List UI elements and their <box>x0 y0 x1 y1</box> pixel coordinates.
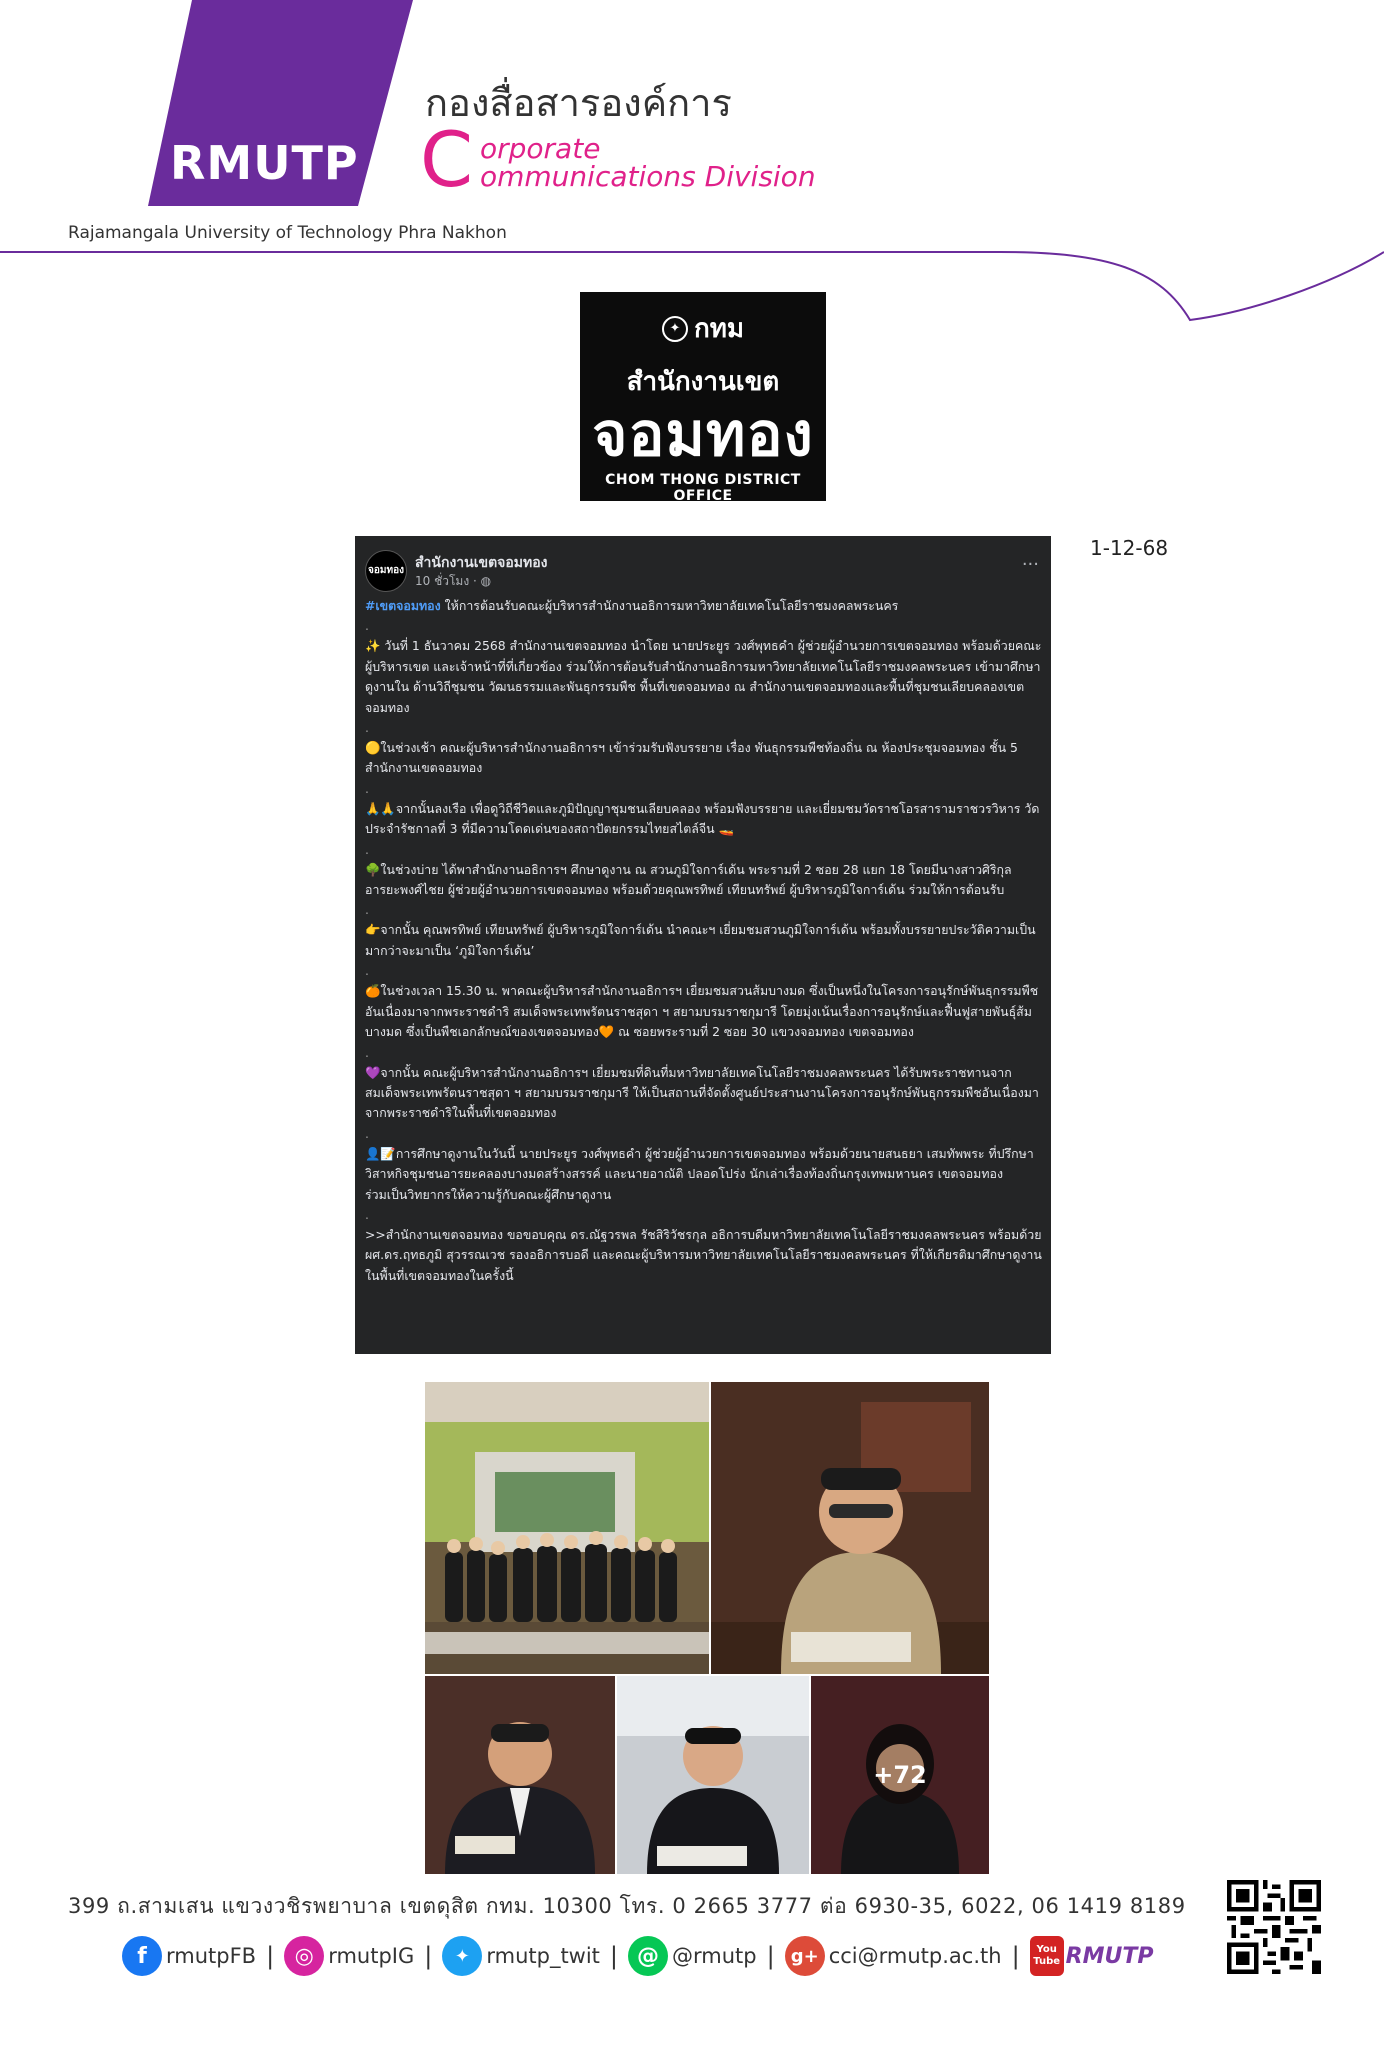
post-time <box>415 572 491 591</box>
post-paragraph: >>สำนักงานเขตจอมทอง ขอขอบคุณ ดร.ณัฐวรพล รัชสิริวัชรกุล อธิการบดีมหาวิทยาลัยเทคโนโลยีราชมงคลพระนคร พร้อมด้วย ผศ.ดร.ฤทธภูมิ สุวรรณเวช รองอธิการบอดี และคณะผู้บริหารมหาวิทยาลัยเทคโนโลยีราชมงคลพระนคร ที่ให้เกียรติมาศึกษาดูงานในพื้นที่เขตจอมทองในครั้งนี้ <box>365 1226 1042 1283</box>
social-facebook[interactable] <box>122 1936 256 1976</box>
post-paragraph: ✨ วันที่ 1 ธันวาคม 2568 สำนักงานเขตจอมทอง นำโดย นายประยูร วงศ์พุทธคำ ผู้ช่วยผู้อำนวยการเขตจอมทอง พร้อมด้วยคณะผู้บริหารเขต และเจ้าหน้าที่ที่เกี่ยวข้อง ร่วมให้การต้อนรับสำนักงานอธิการมหาวิทยาลัยเทคโนโลยีราชมงคลพระนคร เข้ามาศึกษาดูงานใน ด้านวิถีชุมชน วัฒนธรรมและพันธุกรรมพืช พื้นที่เขตจอมทอง ณ สำนักงานเขตจอมทองและพื้นที่ชุมชนเลียบคลองเขตจอมทอง <box>365 638 1042 715</box>
page-name: สำนักงานเขตจอมทอง <box>415 555 548 571</box>
photo-group-meeting-room <box>425 1382 709 1674</box>
spacer-dot: . <box>365 1125 369 1141</box>
spacer-dot: . <box>365 963 369 979</box>
globe-icon: ◍ <box>480 574 492 588</box>
more-options-icon: ··· <box>1021 554 1039 575</box>
ccd-line-2: ommunications Division <box>480 160 816 193</box>
divider: | <box>609 1942 619 1970</box>
post-paragraph: 👉จากนั้น คุณพรทิพย์ เทียนทรัพย์ ผู้บริหารภูมิใจการ์เด้น นำคณะฯ เยี่ยมชมสวนภูมิใจการ์เด้น พร้อมทั้งบรรยายประวัติความเป็นมากว่าจะมาเป็น ‘ภูมิใจการ์เด้น’ <box>365 922 1036 958</box>
social-instagram[interactable] <box>284 1936 414 1976</box>
bma-label: กทม <box>693 314 745 344</box>
footer-address: 399 ถ.สามเสน แขวงวชิรพยาบาล เขตดุสิต กทม. 10300 โทร. 0 2665 3777 ต่อ 6930-35, 6022, 06 1419 8189 <box>68 1894 1186 1918</box>
post-body <box>355 596 1051 1286</box>
district-office-logo <box>580 292 826 504</box>
divider: | <box>766 1942 775 1970</box>
spacer-dot: . <box>365 1044 369 1060</box>
social-email[interactable] <box>785 1936 1002 1976</box>
district-office-label: สำนักงานเขต <box>626 367 780 397</box>
post-paragraph: 🍊ในช่วงเวลา 15.30 น. พาคณะผู้บริหารสำนักงานอธิการฯ เยี่ยมชมสวนส้มบางมด ซึ่งเป็นหนึ่งในโครงการอนุรักษ์พันธุกรรมพืชอันเนื่องมาจากพระราชดำริ สมเด็จพระเทพรัตนราชสุดา ฯ สยามบรมราชกุมารี โดยมุ่งเน้นเรื่องการอนุรักษ์และฟื้นฟูสายพันธุ์ส้มบางมด ซึ่งเป็นพืชเอกลักษณ์ของเขตจอมทอง🧡 ณ ซอยพระรามที่ 2 ซอย 30 แขวงจอมทอง เขตจอมทอง <box>365 983 1039 1040</box>
social-label: cci@rmutp.ac.th <box>828 1944 1002 1968</box>
spacer-dot: . <box>365 618 369 634</box>
post-time-text: 10 ชั่วโมง · <box>415 574 481 588</box>
post-paragraph: 🌳ในช่วงบ่าย ได้พาสำนักงานอธิการฯ ศึกษาดูงาน ณ สวนภูมิใจการ์เด้น พระรามที่ 2 ซอย 28 แยก 18 โดยมีนางสาวศิริกุล อารยะพงศ์ไชย ผู้ช่วยผู้อำนวยการเขตจอมทอง พร้อมด้วยคุณพรทิพย์ เทียนทรัพย์ ผู้บริหารภูมิใจการ์เด้น ร่วมให้การต้อนรับ <box>365 861 1012 898</box>
line-icon: @ <box>628 1936 668 1976</box>
ccd-line-1: orporate <box>480 132 601 165</box>
social-line[interactable] <box>628 1936 757 1976</box>
divider: | <box>424 1942 433 1970</box>
spacer-dot: . <box>365 1206 369 1222</box>
post-paragraph: ร่วมเป็นวิทยากรให้ความรู้กับคณะผู้ศึกษาดูงาน <box>365 1186 612 1202</box>
post-intro <box>365 596 1043 616</box>
instagram-icon: ◎ <box>284 1936 324 1976</box>
post-paragraph: 🟡ในช่วงเช้า คณะผู้บริหารสำนักงานอธิการฯ เข้าร่วมรับฟังบรรยาย เรื่อง พันธุกรรมพืชท้องถิ่น ณ ห้องประชุมจอมทอง ชั้น 5 สำนักงานเขตจอมทอง <box>365 740 1018 776</box>
spacer-dot: . <box>365 720 369 736</box>
org-thai-name: กองสื่อสารองค์การ <box>425 81 732 125</box>
post-paragraph: 👤📝การศึกษาดูงานในวันนี้ นายประยูร วงศ์พุทธคำ ผู้ช่วยผู้อำนวยการเขตจอมทอง พร้อมด้วยนายสนธยา เสมทัพพระ ที่ปรึกษา วิสาหกิจชุมชนอารยะคลองบางมดสร้างสรรค์ และนายอาณัติ ปลอดโปร่ง นักเล่าเรื่องท้องถิ่นกรุงเทพมหานคร เขตจอมทอง <box>365 1145 1034 1182</box>
photo-participant-2 <box>617 1676 809 1874</box>
social-twitter[interactable] <box>442 1936 600 1976</box>
bma-mark <box>580 308 826 349</box>
ccd-initial: C <box>420 115 474 204</box>
youtube-label: RMUTP <box>1065 1943 1154 1969</box>
rmutp-logo-text: RMUTP <box>170 136 359 190</box>
post-paragraph: 💜จากนั้น คณะผู้บริหารสำนักงานอธิการฯ เยี่ยมชมที่ดินที่มหาวิทยาลัยเทคโนโลยีราชมงคลพระนคร ได้รับพระราชทานจาก สมเด็จพระเทพรัตนราชสุดา ฯ สยามบรมราชกุมารี ให้เป็นสถานที่จัดตั้งศูนย์ประสานงานโครงการอนุรักษ์พันธุกรรมพืชอันเนื่องมาจากพระราชดำริในพื้นที่เขตจอมทอง <box>365 1064 1039 1121</box>
twitter-icon: ✦ <box>442 1936 482 1976</box>
intro-text: ให้การต้อนรับคณะผู้บริหารสำนักงานอธิการมหาวิทยาลัยเทคโนโลยีราชมงคลพระนคร <box>440 598 899 613</box>
divider: | <box>266 1942 275 1970</box>
photo-official-speaking <box>711 1382 989 1674</box>
photo-collage <box>425 1382 989 1874</box>
social-links <box>122 1934 1153 1978</box>
divider: | <box>1011 1942 1020 1970</box>
social-label: @rmutp <box>672 1944 757 1968</box>
youtube-icon <box>1030 1936 1064 1976</box>
photo-participant-3 <box>811 1676 989 1874</box>
district-english-name: CHOM THONG DISTRICT OFFICE <box>605 472 801 504</box>
post-paragraph: 🙏🙏จากนั้นลงเรือ เพื่อดูวิถีชีวิตและภูมิปัญญาชุมชนเลียบคลอง พร้อมฟังบรรยาย และเยี่ยมชมวัดราชโอรสารามราชวรวิหาร วัดประจำรัชกาลที่ 3 ที่มีความโดดเด่นของสถาปัตยกรรมไทยสไตล์จีน 🚤 <box>365 800 1040 837</box>
spacer-dot: . <box>365 902 369 918</box>
bma-emblem-icon: ✦ <box>662 316 688 342</box>
spacer-dot: . <box>365 841 369 857</box>
facebook-icon: f <box>122 1936 162 1976</box>
qr-code-icon[interactable] <box>1227 1880 1321 1974</box>
social-label: rmutpFB <box>166 1944 257 1968</box>
university-name: Rajamangala University of Technology Phra Nakhon <box>68 223 507 243</box>
post-header <box>355 536 1051 596</box>
page-avatar: จอมทอง <box>365 550 407 592</box>
facebook-post-screenshot <box>355 536 1051 1354</box>
social-label: rmutpIG <box>328 1944 415 1968</box>
hashtag: #เขตจอมทอง <box>365 598 441 613</box>
social-youtube[interactable] <box>1030 1936 1154 1976</box>
photo-participant-1 <box>425 1676 615 1874</box>
youtube-bottom: Tube <box>1033 1956 1061 1967</box>
district-name: จอมทอง <box>592 400 814 470</box>
more-photos-count[interactable]: +72 <box>811 1676 989 1874</box>
youtube-top: You <box>1036 1944 1057 1955</box>
social-label: rmutp_twit <box>486 1944 600 1968</box>
google-plus-icon: g+ <box>785 1936 825 1976</box>
date-stamp: 1-12-68 <box>1090 536 1169 560</box>
spacer-dot: . <box>365 780 369 796</box>
